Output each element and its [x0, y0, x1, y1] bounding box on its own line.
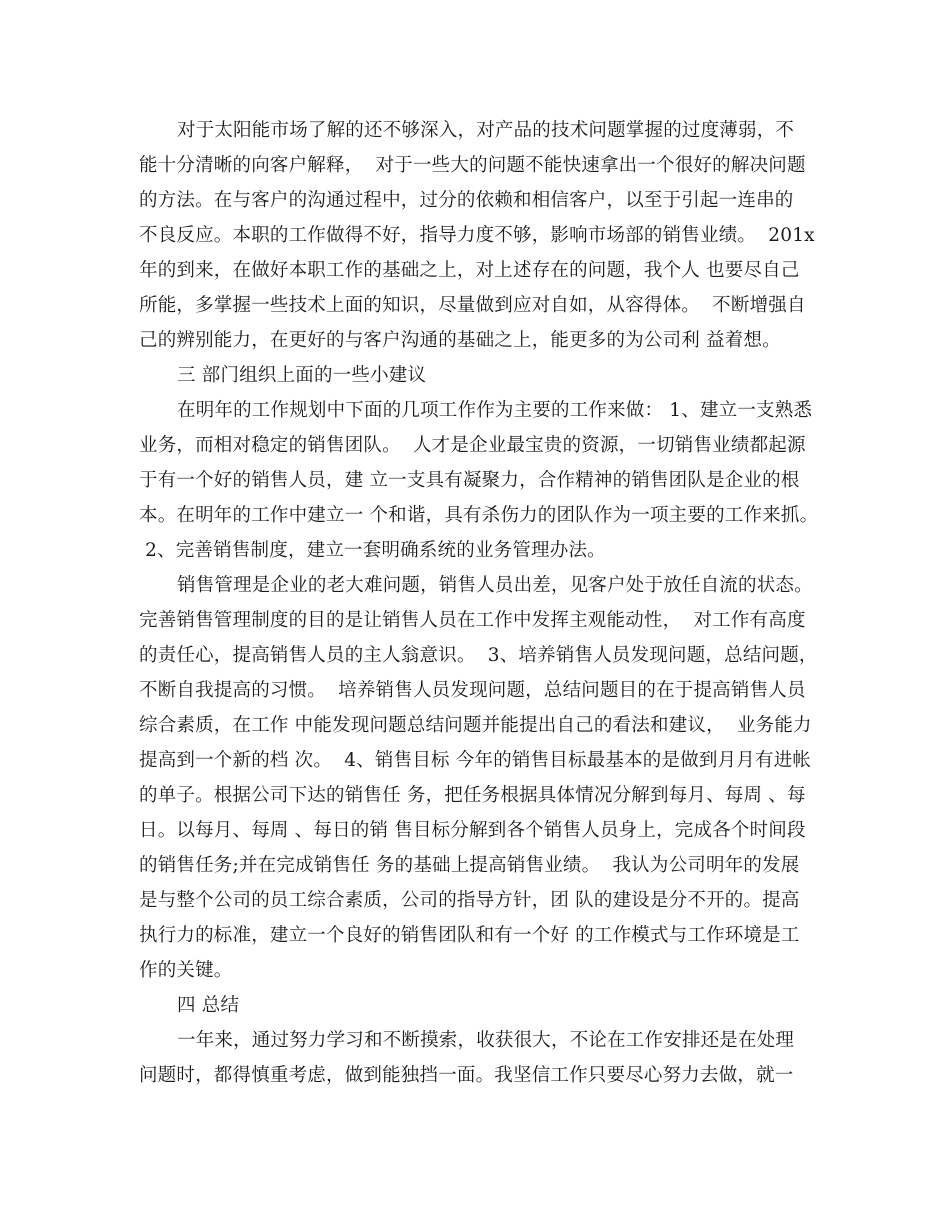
- paragraph-line-9: 在明年的工作规划中下面的几项工作作为主要的工作来做： 1、建立一支熟悉: [177, 400, 813, 421]
- paragraph-line-21: 日。以每月、每周 、每日的销 售目标分解到各个销售人员身上，完成各个时间段: [139, 820, 806, 841]
- paragraph-line-22: 的销售任务;并在完成销售任 务的基础上提高销售业绩。 我认为公司明年的发展: [139, 855, 800, 876]
- paragraph-line-17: 不断自我提高的习惯。 培养销售人员发现问题，总结问题目的在于提高销售人员: [139, 680, 806, 701]
- paragraph-line-1: 对于太阳能市场了解的还不够深入，对产品的技术问题掌握的过度薄弱，不: [177, 120, 795, 141]
- paragraph-line-2: 能十分清晰的向客户解释， 对于一些大的问题不能快速拿出一个很好的解决问题: [139, 155, 806, 176]
- paragraph-line-24: 执行力的标准，建立一个良好的销售团队和有一个好 的工作模式与工作环境是工: [139, 925, 800, 946]
- paragraph-line-5: 年的到来，在做好本职工作的基础之上，对上述存在的问题，我个人 也要尽自己: [139, 260, 800, 281]
- paragraph-line-18: 综合素质，在工作 中能发现问题总结问题并能提出自己的看法和建议， 业务能力: [139, 715, 812, 736]
- paragraph-line-4: 不良反应。本职的工作做得不好，指导力度不够，影响市场部的销售业绩。 201x: [139, 225, 815, 246]
- paragraph-line-11: 于有一个好的销售人员，建 立一支具有凝聚力，合作精神的销售团队是企业的根: [139, 470, 800, 491]
- paragraph-line-27: 一年来，通过努力学习和不断摸索，收获很大，不论在工作安排还是在处理: [177, 1030, 795, 1051]
- paragraph-line-12: 本。在明年的工作中建立一 个和谐，具有杀伤力的团队作为一项主要的工作来抓。: [139, 505, 819, 526]
- paragraph-line-25: 作的关键。: [139, 960, 233, 981]
- section-heading-suggestions: 三 部门组织上面的一些小建议: [177, 365, 427, 386]
- section-heading-summary: 四 总结: [177, 995, 240, 1016]
- paragraph-line-14: 销售管理是企业的老大难问题，销售人员出差，见客户处于放任自流的状态。: [177, 575, 813, 596]
- paragraph-line-20: 的单子。根据公司下达的销售任 务，把任务根据具体情况分解到每月、每周 、每: [139, 785, 806, 806]
- paragraph-line-6: 所能，多掌握一些技术上面的知识，尽量做到应对自如，从容得体。 不断增强自: [139, 295, 806, 316]
- paragraph-line-19: 提高到一个新的档 次。 4、销售目标 今年的销售目标最基本的是做到月月有进帐: [139, 750, 812, 771]
- paragraph-line-3: 的方法。在与客户的沟通过程中，过分的依赖和相信客户，以至于引起一连串的: [139, 190, 794, 211]
- paragraph-line-13: 2、完善销售制度，建立一套明确系统的业务管理办法。: [139, 540, 606, 561]
- paragraph-line-7: 己的辨别能力，在更好的与客户沟通的基础之上，能更多的为公司利 益着想。: [139, 330, 781, 351]
- paragraph-line-16: 的责任心，提高销售人员的主人翁意识。 3、培养销售人员发现问题，总结问题，: [139, 645, 818, 666]
- paragraph-line-28: 问题时，都得慎重考虑，做到能独挡一面。我坚信工作只要尽心努力去做，就一: [139, 1065, 794, 1086]
- paragraph-line-15: 完善销售管理制度的目的是让销售人员在工作中发挥主观能动性， 对工作有高度: [139, 610, 806, 631]
- paragraph-line-10: 业务，而相对稳定的销售团队。 人才是企业最宝贵的资源，一切销售业绩都起源: [139, 435, 806, 456]
- paragraph-line-23: 是与整个公司的员工综合素质，公司的指导方针，团 队的建设是分不开的。提高: [139, 890, 800, 911]
